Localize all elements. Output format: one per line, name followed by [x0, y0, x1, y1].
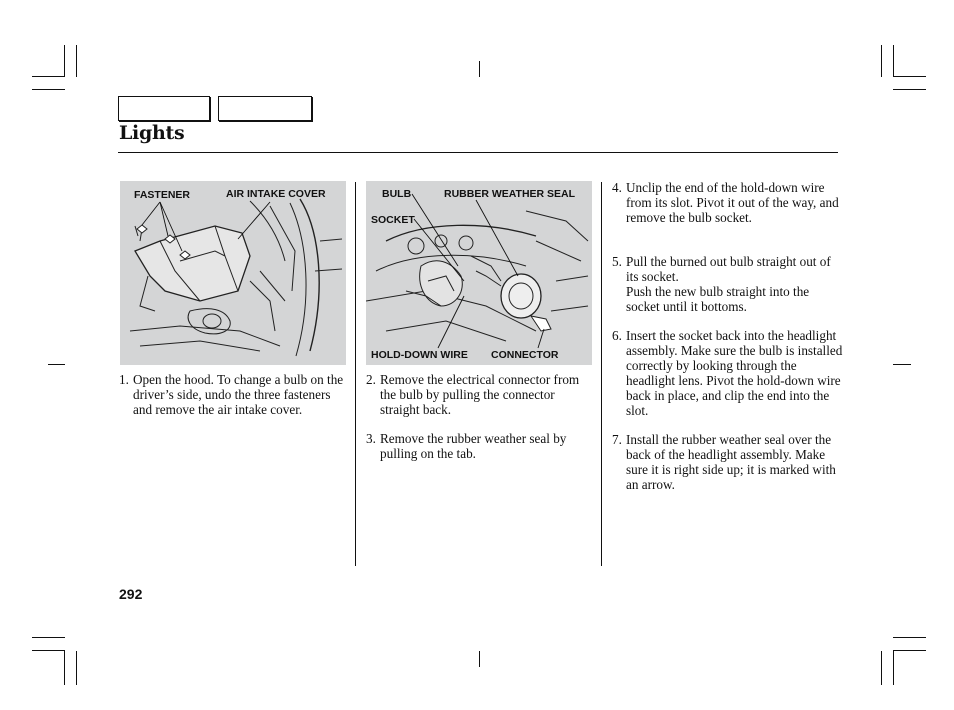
page-title: Lights — [119, 122, 185, 144]
step-6 — [612, 329, 844, 418]
step-text: Remove the rubber weather seal by pulling on the tab. — [380, 431, 567, 461]
step-text: Remove the electrical connector from the bulb by pulling the connector straight back. — [380, 372, 580, 417]
socket-label: SOCKET — [371, 214, 415, 226]
step-text-continued: Push the new bulb straight into the socket until it bottoms. — [626, 283, 810, 314]
fastener-label: FASTENER — [134, 189, 191, 201]
header-tab-box-1 — [118, 96, 210, 121]
step-1 — [119, 373, 349, 418]
header-tab-box-2 — [218, 96, 312, 121]
page-number: 292 — [119, 586, 143, 602]
step-text: Unclip the end of the hold-down wire from its slot. Pivot it out of the way, and remove the bulb socket. — [626, 180, 839, 225]
step-text: Insert the socket back into the headlight assembly. Make sure the bulb is installed correctly by looking through the headlight lens. Pivot the hold-down wire back in place, and clip the end into the slot. — [626, 328, 843, 418]
step-3 — [366, 432, 596, 462]
step-5 — [612, 255, 842, 315]
headlight-assembly-drawing — [366, 181, 592, 365]
step-2 — [366, 373, 596, 418]
title-rule — [118, 152, 838, 153]
step-text: Pull the burned out bulb straight out of its socket. — [626, 254, 831, 284]
rubber-weather-seal-label: RUBBER WEATHER SEAL — [444, 188, 576, 200]
step-number: 1. — [119, 372, 129, 387]
step-4 — [612, 181, 842, 226]
step-number: 2. — [366, 372, 376, 387]
step-number: 3. — [366, 431, 376, 446]
step-number: 7. — [612, 432, 622, 447]
column-divider-2 — [601, 182, 602, 566]
column-divider-1 — [355, 182, 356, 566]
air-intake-cover-label: AIR INTAKE COVER — [226, 188, 326, 200]
step-number: 5. — [612, 254, 622, 269]
step-number: 4. — [612, 180, 622, 195]
headlight-bulb-illustration — [366, 181, 592, 365]
hold-down-wire-label: HOLD-DOWN WIRE — [371, 349, 468, 361]
step-text: Install the rubber weather seal over the back of the headlight assembly. Make sure it is right side up; it is marked with an arrow. — [626, 432, 836, 492]
bulb-label: BULB — [382, 188, 412, 200]
step-text: Open the hood. To change a bulb on the driver’s side, undo the three fasteners and remove the air intake cover. — [133, 372, 344, 417]
connector-label: CONNECTOR — [491, 349, 559, 361]
step-7 — [612, 433, 844, 493]
step-number: 6. — [612, 328, 622, 343]
air-intake-cover-illustration — [120, 181, 346, 365]
engine-bay-drawing — [120, 181, 346, 365]
